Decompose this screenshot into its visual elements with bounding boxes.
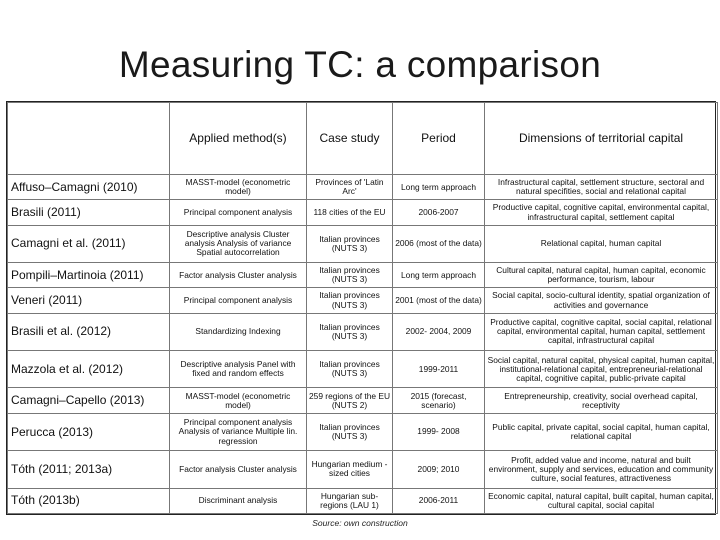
table-row bbox=[8, 225, 718, 262]
method-cell: Principal component analysis bbox=[170, 200, 307, 225]
dimensions-cell: Productive capital, cognitive capital, environmental capital, infrastructural capital, settlement capital bbox=[485, 200, 718, 225]
comparison-table bbox=[6, 101, 716, 515]
case-study-cell: Provinces of 'Latin Arc' bbox=[307, 175, 393, 200]
period-cell: 1999-2011 bbox=[393, 351, 485, 388]
slide-title: Measuring TC: a comparison bbox=[118, 44, 602, 85]
comparison-table-grid bbox=[7, 102, 718, 514]
table-header-row bbox=[8, 103, 718, 175]
author-cell: Affuso–Camagni (2010) bbox=[8, 175, 170, 200]
table-row bbox=[8, 175, 718, 200]
dimensions-cell: Economic capital, natural capital, built capital, human capital, cultural capital, social capital bbox=[485, 488, 718, 513]
table-row bbox=[8, 388, 718, 413]
case-study-cell: 259 regions of the EU (NUTS 2) bbox=[307, 388, 393, 413]
dimensions-cell: Social capital, natural capital, physical capital, human capital, institutional-relational capital, entrepreneurial-relational capital, cognitive capital, public-private capital bbox=[485, 351, 718, 388]
method-cell: Principal component analysis bbox=[170, 288, 307, 313]
method-cell: MASST-model (econometric model) bbox=[170, 388, 307, 413]
case-study-cell: Italian provinces (NUTS 3) bbox=[307, 263, 393, 288]
dimensions-cell: Profit, added value and income, natural and built environment, supply and services, education and community culture, social features, attractiveness bbox=[485, 451, 718, 488]
case-study-cell: Italian provinces (NUTS 3) bbox=[307, 351, 393, 388]
dimensions-cell: Public capital, private capital, social capital, human capital, relational capital bbox=[485, 413, 718, 450]
header-period: Period bbox=[393, 103, 485, 175]
period-cell: Long term approach bbox=[393, 263, 485, 288]
author-cell: Veneri (2011) bbox=[8, 288, 170, 313]
method-cell: Factor analysis Cluster analysis bbox=[170, 263, 307, 288]
method-cell: Discriminant analysis bbox=[170, 488, 307, 513]
author-cell: Brasili et al. (2012) bbox=[8, 313, 170, 350]
dimensions-cell: Relational capital, human capital bbox=[485, 225, 718, 262]
method-cell: Descriptive analysis Panel with fixed and random effects bbox=[170, 351, 307, 388]
table-row bbox=[8, 313, 718, 350]
method-cell: Factor analysis Cluster analysis bbox=[170, 451, 307, 488]
table-row bbox=[8, 288, 718, 313]
period-cell: Long term approach bbox=[393, 175, 485, 200]
period-cell: 2009; 2010 bbox=[393, 451, 485, 488]
author-cell: Camagni et al. (2011) bbox=[8, 225, 170, 262]
header-method: Applied method(s) bbox=[170, 103, 307, 175]
source-note: Source: own construction bbox=[312, 518, 408, 528]
author-cell: Pompili–Martinoia (2011) bbox=[8, 263, 170, 288]
author-cell: Mazzola et al. (2012) bbox=[8, 351, 170, 388]
case-study-cell: Italian provinces (NUTS 3) bbox=[307, 313, 393, 350]
case-study-cell: Hungarian sub-regions (LAU 1) bbox=[307, 488, 393, 513]
dimensions-cell: Infrastructural capital, settlement structure, sectoral and natural specifities, social and relational capital bbox=[485, 175, 718, 200]
author-cell: Camagni–Capello (2013) bbox=[8, 388, 170, 413]
header-author bbox=[8, 103, 170, 175]
period-cell: 2002- 2004, 2009 bbox=[393, 313, 485, 350]
method-cell: MASST-model (econometric model) bbox=[170, 175, 307, 200]
dimensions-cell: Social capital, socio-cultural identity, spatial organization of activities and governance bbox=[485, 288, 718, 313]
method-cell: Standardizing Indexing bbox=[170, 313, 307, 350]
author-cell: Perucca (2013) bbox=[8, 413, 170, 450]
case-study-cell: Italian provinces (NUTS 3) bbox=[307, 225, 393, 262]
case-study-cell: Italian provinces (NUTS 3) bbox=[307, 413, 393, 450]
period-cell: 1999- 2008 bbox=[393, 413, 485, 450]
case-study-cell: Italian provinces (NUTS 3) bbox=[307, 288, 393, 313]
author-cell: Tóth (2011; 2013a) bbox=[8, 451, 170, 488]
case-study-cell: 118 cities of the EU bbox=[307, 200, 393, 225]
period-cell: 2001 (most of the data) bbox=[393, 288, 485, 313]
table-row bbox=[8, 413, 718, 450]
header-case-study: Case study bbox=[307, 103, 393, 175]
table-body bbox=[8, 175, 718, 514]
method-cell: Principal component analysis Analysis of variance Multiple lin. regression bbox=[170, 413, 307, 450]
period-cell: 2006-2007 bbox=[393, 200, 485, 225]
table-row bbox=[8, 351, 718, 388]
table-row bbox=[8, 451, 718, 488]
period-cell: 2006 (most of the data) bbox=[393, 225, 485, 262]
header-dimensions: Dimensions of territorial capital bbox=[485, 103, 718, 175]
dimensions-cell: Cultural capital, natural capital, human capital, economic performance, tourism, labour bbox=[485, 263, 718, 288]
period-cell: 2015 (forecast, scenario) bbox=[393, 388, 485, 413]
period-cell: 2006-2011 bbox=[393, 488, 485, 513]
table-row bbox=[8, 263, 718, 288]
author-cell: Brasili (2011) bbox=[8, 200, 170, 225]
case-study-cell: Hungarian medium -sized cities bbox=[307, 451, 393, 488]
table-row bbox=[8, 488, 718, 513]
author-cell: Tóth (2013b) bbox=[8, 488, 170, 513]
method-cell: Descriptive analysis Cluster analysis Analysis of variance Spatial autocorrelation bbox=[170, 225, 307, 262]
dimensions-cell: Entrepreneurship, creativity, social overhead capital, receptivity bbox=[485, 388, 718, 413]
dimensions-cell: Productive capital, cognitive capital, social capital, relational capital, environmental capital, human capital, settlement capital, infrastructural capital bbox=[485, 313, 718, 350]
table-row bbox=[8, 200, 718, 225]
